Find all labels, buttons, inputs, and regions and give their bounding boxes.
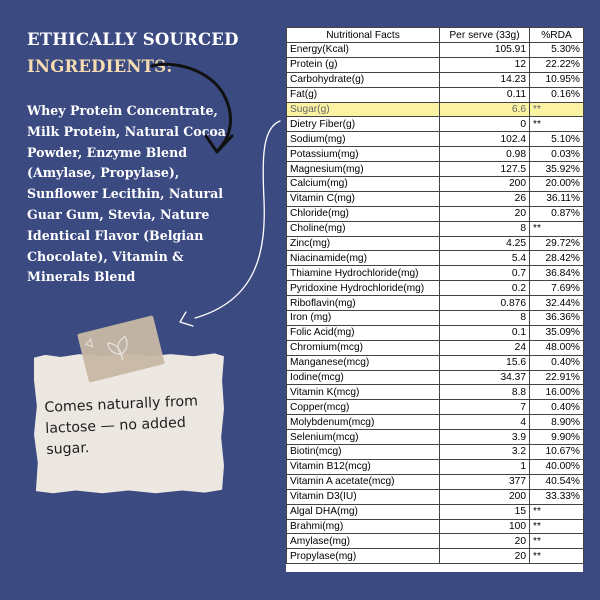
rda-cell: **	[530, 221, 584, 236]
nutrient-name-cell: Dietry Fiber(g)	[287, 117, 440, 132]
ingredients-list: Whey Protein Concentrate, Milk Protein, Natural Cocoa Powder, Enzyme Blend (Amylase, Propylase), Sunflower Lecithin, Natural Guar Gum, Stevia, Nature Identical Flavor (Belgian Chocolate), Vitamin & Minerals Blend	[27, 103, 226, 285]
table-row	[287, 117, 584, 132]
nutrient-name-cell: Pyridoxine Hydrochloride(mg)	[287, 281, 440, 296]
rda-cell: 33.33%	[530, 489, 584, 504]
table-row	[287, 177, 584, 192]
table-row	[287, 221, 584, 236]
rda-cell: 0.40%	[530, 400, 584, 415]
nutrient-name-cell: Vitamin K(mcg)	[287, 385, 440, 400]
table-row	[287, 340, 584, 355]
rda-cell: **	[530, 504, 584, 519]
table-row	[287, 534, 584, 549]
rda-cell: 10.95%	[530, 72, 584, 87]
per-serve-cell: 0	[440, 117, 530, 132]
per-serve-cell: 15	[440, 504, 530, 519]
per-serve-cell: 127.5	[440, 162, 530, 177]
table-row	[287, 430, 584, 445]
per-serve-cell: 12	[440, 57, 530, 72]
nutrient-name-cell: Fat(g)	[287, 87, 440, 102]
nutrient-name-cell: Magnesium(mg)	[287, 162, 440, 177]
rda-cell: 10.67%	[530, 445, 584, 460]
per-serve-cell: 200	[440, 177, 530, 192]
nutrient-name-cell: Riboflavin(mg)	[287, 296, 440, 311]
header-nutritional-facts: Nutritional Facts	[287, 28, 440, 43]
table-row	[287, 400, 584, 415]
per-serve-cell: 4.25	[440, 236, 530, 251]
rda-cell: 35.09%	[530, 325, 584, 340]
header-rda: %RDA	[530, 28, 584, 43]
rda-cell: 22.22%	[530, 57, 584, 72]
per-serve-cell: 0.876	[440, 296, 530, 311]
table-row	[287, 162, 584, 177]
nutrient-name-cell: Carbohydrate(g)	[287, 72, 440, 87]
nutrient-name-cell: Selenium(mcg)	[287, 430, 440, 445]
per-serve-cell: 34.37	[440, 370, 530, 385]
nutrient-name-cell: Potassium(mg)	[287, 147, 440, 162]
nutrition-table-panel	[286, 27, 583, 572]
nutrient-name-cell: Energy(Kcal)	[287, 43, 440, 58]
table-row	[287, 43, 584, 58]
table-row	[287, 57, 584, 72]
rda-cell: 40.54%	[530, 474, 584, 489]
table-header-row	[287, 28, 584, 43]
nutrient-name-cell: Vitamin C(mg)	[287, 191, 440, 206]
table-row	[287, 87, 584, 102]
nutrient-name-cell: Vitamin D3(IU)	[287, 489, 440, 504]
per-serve-cell: 100	[440, 519, 530, 534]
table-row	[287, 415, 584, 430]
nutrient-name-cell: Protein (g)	[287, 57, 440, 72]
header-per-serve: Per serve (33g)	[440, 28, 530, 43]
rda-cell: 36.84%	[530, 266, 584, 281]
nutrient-name-cell: Chloride(mg)	[287, 206, 440, 221]
per-serve-cell: 0.98	[440, 147, 530, 162]
rda-cell: 8.90%	[530, 415, 584, 430]
rda-cell: **	[530, 117, 584, 132]
stamp-mark-icon	[85, 339, 93, 348]
table-row	[287, 355, 584, 370]
rda-cell: 35.92%	[530, 162, 584, 177]
per-serve-cell: 5.4	[440, 251, 530, 266]
rda-cell: 29.72%	[530, 236, 584, 251]
table-row	[287, 311, 584, 326]
table-row	[287, 266, 584, 281]
nutrient-name-cell: Zinc(mg)	[287, 236, 440, 251]
nutrient-name-cell: Brahmi(mg)	[287, 519, 440, 534]
rda-cell: 0.16%	[530, 87, 584, 102]
per-serve-cell: 4	[440, 415, 530, 430]
nutrition-table	[286, 27, 584, 564]
nutrient-name-cell: Vitamin B12(mcg)	[287, 459, 440, 474]
nutrient-name-cell: Algal DHA(mg)	[287, 504, 440, 519]
nutrient-name-cell: Niacinamide(mg)	[287, 251, 440, 266]
table-row	[287, 370, 584, 385]
rda-cell: 40.00%	[530, 459, 584, 474]
rda-cell: 0.87%	[530, 206, 584, 221]
table-row	[287, 519, 584, 534]
table-row	[287, 385, 584, 400]
nutrient-name-cell: Iron (mg)	[287, 311, 440, 326]
per-serve-cell: 26	[440, 191, 530, 206]
per-serve-cell: 7	[440, 400, 530, 415]
per-serve-cell: 15.6	[440, 355, 530, 370]
per-serve-cell: 105.91	[440, 43, 530, 58]
rda-cell: 32.44%	[530, 296, 584, 311]
nutrient-name-cell: Copper(mcg)	[287, 400, 440, 415]
nutrient-name-cell: Amylase(mg)	[287, 534, 440, 549]
table-row	[287, 132, 584, 147]
table-row	[287, 296, 584, 311]
rda-cell: **	[530, 102, 584, 117]
nutrient-name-cell: Biotin(mcg)	[287, 445, 440, 460]
leaf-icon	[107, 337, 131, 363]
per-serve-cell: 14.23	[440, 72, 530, 87]
per-serve-cell: 20	[440, 549, 530, 564]
per-serve-cell: 3.9	[440, 430, 530, 445]
per-serve-cell: 1	[440, 459, 530, 474]
rda-cell: 0.03%	[530, 147, 584, 162]
nutrient-name-cell: Vitamin A acetate(mcg)	[287, 474, 440, 489]
rda-cell: **	[530, 534, 584, 549]
per-serve-cell: 8	[440, 311, 530, 326]
rda-cell: 20.00%	[530, 177, 584, 192]
table-row	[287, 251, 584, 266]
rda-cell: 48.00%	[530, 340, 584, 355]
table-row	[287, 72, 584, 87]
per-serve-cell: 20	[440, 206, 530, 221]
table-row	[287, 445, 584, 460]
table-row	[287, 489, 584, 504]
rda-cell: 28.42%	[530, 251, 584, 266]
per-serve-cell: 0.2	[440, 281, 530, 296]
per-serve-cell: 200	[440, 489, 530, 504]
arrowhead-white	[180, 312, 193, 326]
nutrient-name-cell: Propylase(mg)	[287, 549, 440, 564]
headline-line-2: INGREDIENTS:	[27, 57, 173, 76]
rda-cell: 36.36%	[530, 311, 584, 326]
per-serve-cell: 377	[440, 474, 530, 489]
nutrient-name-cell: Iodine(mcg)	[287, 370, 440, 385]
table-row	[287, 236, 584, 251]
table-row	[287, 206, 584, 221]
per-serve-cell: 6.6	[440, 102, 530, 117]
table-row	[287, 474, 584, 489]
table-row	[287, 102, 584, 117]
rda-cell: 0.40%	[530, 355, 584, 370]
nutrient-name-cell: Molybdenum(mcg)	[287, 415, 440, 430]
rda-cell: 9.90%	[530, 430, 584, 445]
note-text: Comes naturally from lactose — no added sugar.	[44, 393, 199, 458]
nutrient-name-cell: Choline(mg)	[287, 221, 440, 236]
table-row	[287, 281, 584, 296]
rda-cell: 7.69%	[530, 281, 584, 296]
table-row	[287, 191, 584, 206]
per-serve-cell: 0.7	[440, 266, 530, 281]
per-serve-cell: 0.1	[440, 325, 530, 340]
table-row	[287, 504, 584, 519]
per-serve-cell: 8.8	[440, 385, 530, 400]
headline-line-1: ETHICALLY SOURCED	[27, 30, 239, 49]
nutrient-name-cell: Sodium(mg)	[287, 132, 440, 147]
nutrient-name-cell: Calcium(mg)	[287, 177, 440, 192]
per-serve-cell: 0.11	[440, 87, 530, 102]
rda-cell: **	[530, 549, 584, 564]
per-serve-cell: 20	[440, 534, 530, 549]
headline	[27, 26, 267, 80]
nutrient-name-cell: Thiamine Hydrochloride(mg)	[287, 266, 440, 281]
rda-cell: 36.11%	[530, 191, 584, 206]
table-row	[287, 549, 584, 564]
per-serve-cell: 102.4	[440, 132, 530, 147]
rda-cell: **	[530, 519, 584, 534]
per-serve-cell: 3.2	[440, 445, 530, 460]
nutrient-name-cell: Folic Acid(mg)	[287, 325, 440, 340]
nutrient-name-cell: Sugar(g)	[287, 102, 440, 117]
table-row	[287, 147, 584, 162]
table-row	[287, 325, 584, 340]
rda-cell: 5.30%	[530, 43, 584, 58]
nutrient-name-cell: Chromium(mcg)	[287, 340, 440, 355]
table-row	[287, 459, 584, 474]
rda-cell: 16.00%	[530, 385, 584, 400]
rda-cell: 5.10%	[530, 132, 584, 147]
per-serve-cell: 24	[440, 340, 530, 355]
nutrient-name-cell: Manganese(mcg)	[287, 355, 440, 370]
per-serve-cell: 8	[440, 221, 530, 236]
rda-cell: 22.91%	[530, 370, 584, 385]
